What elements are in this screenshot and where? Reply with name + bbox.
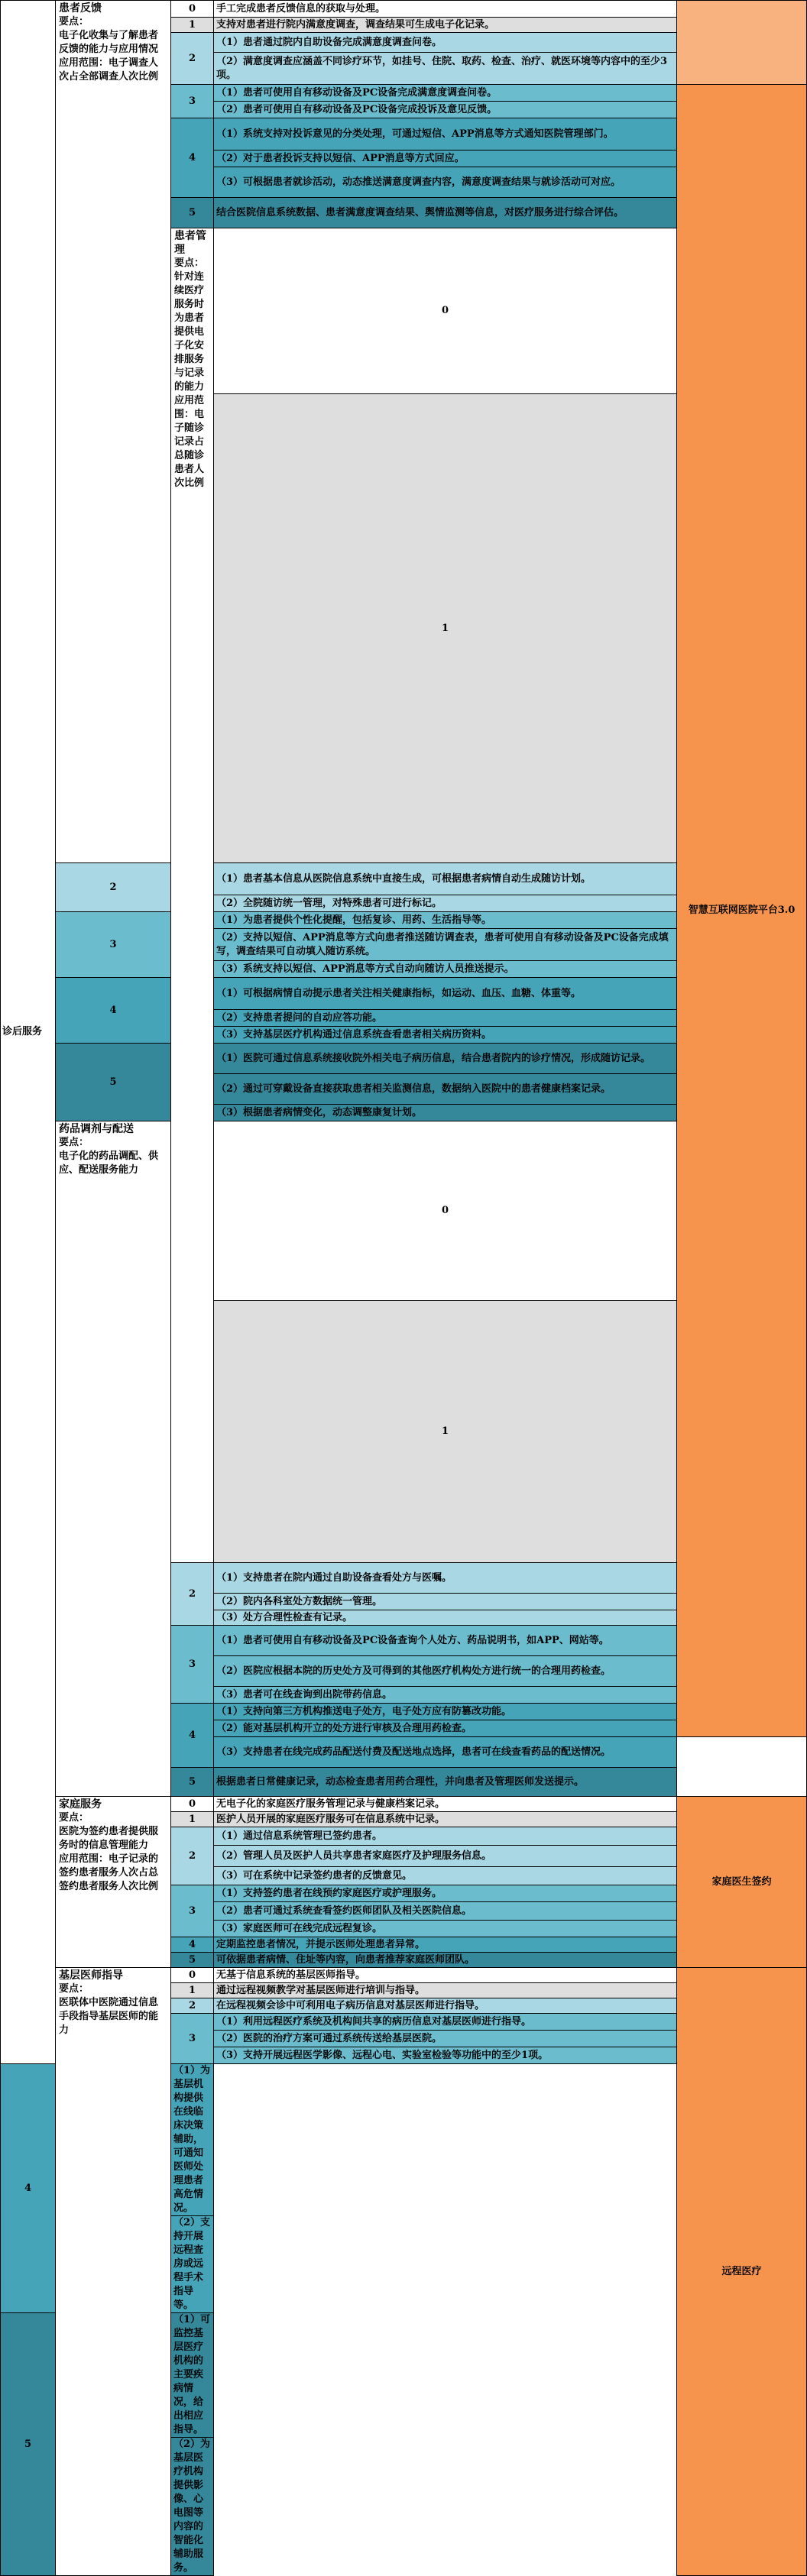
level-number: 1 (214, 1301, 677, 1563)
level-number: 4 (56, 978, 171, 1044)
level-item: 支持对患者进行院内满意度调查，调查结果可生成电子化记录。 (214, 18, 677, 33)
section-title: 患者管理 (174, 230, 206, 256)
level-item: （1）为基层机构提供在线临床决策辅助，可通知医师处理患者高危情况。 (171, 2064, 214, 2216)
level-number: 3 (56, 912, 171, 978)
level-number: 2 (171, 1563, 214, 1626)
level-item: 手工完成患者反馈信息的获取与处理。 (214, 1, 677, 18)
section-desc (56, 1968, 171, 2576)
section-desc-line: 应用范围：电子随诊记录占总随诊患者人次比例 (174, 395, 205, 489)
level-number: 5 (171, 1768, 214, 1797)
section-desc-line: 电子化收集与了解患者反馈的能力与应用情况 (59, 30, 159, 55)
section-desc-line: 要点： (59, 16, 89, 28)
section-desc (171, 228, 214, 1563)
section-desc-line: 应用范围：电子调查人次占全部调查人次比例 (59, 57, 159, 83)
level-item: （1）患者可使用自有移动设备及PC设备查询个人处方、药品说明书，如APP、网站等。 (214, 1626, 677, 1656)
level-number: 3 (171, 1626, 214, 1704)
level-item: （2）满意度调查应涵盖不同诊疗环节，如挂号、住院、取药、检查、治疗、就医环境等内容中的至少3项。 (214, 53, 677, 85)
level-number: 0 (171, 1968, 214, 1983)
level-number: 0 (171, 1797, 214, 1812)
platform-cell: 智慧互联网医院平台3.0 (677, 85, 807, 1737)
level-number: 3 (171, 85, 214, 118)
section-desc-line: 要点： (59, 1137, 89, 1148)
section-title: 患者反馈 (59, 2, 102, 15)
section-title: 家庭服务 (59, 1798, 102, 1811)
level-item: （1）系统支持对投诉意见的分类处理，可通过短信、APP消息等方式通知医院管理部门。 (214, 118, 677, 150)
level-item: （1）患者基本信息从医院信息系统中直接生成，可根据患者病情自动生成随访计划。 (214, 863, 677, 895)
level-number: 1 (171, 18, 214, 33)
level-item: （3）支持患者在线完成药品配送付费及配送地点选择，患者可在线查看药品的配送情况。 (214, 1737, 677, 1768)
section-desc-line: 要点： (59, 1983, 89, 1995)
section-title: 基层医师指导 (59, 1969, 123, 1982)
level-item: 通过远程视频教学对基层医师进行培训与指导。 (214, 1983, 677, 1998)
level-item: （3）可在系统中记录签约患者的反馈意见。 (214, 1867, 677, 1885)
level-item: （2）患者可通过系统查看签约医师团队及相关医院信息。 (214, 1902, 677, 1921)
level-item: （1）为患者提供个性化提醒，包括复诊、用药、生活指导等。 (214, 912, 677, 929)
level-item: （3）患者可在线查询到出院带药信息。 (214, 1687, 677, 1704)
level-item: （2）院内各科室处方数据统一管理。 (214, 1594, 677, 1610)
level-number: 0 (214, 1121, 677, 1301)
level-item: （1）支持签约患者在线预约家庭医疗或护理服务。 (214, 1885, 677, 1902)
level-item: 可依据患者病情、住址等内容，向患者推荐家庭医师团队。 (214, 1953, 677, 1968)
section-desc-line: 医院为签约患者提供服务时的信息管理能力 (59, 1826, 159, 1851)
level-number: 5 (56, 1044, 171, 1121)
level-number: 4 (171, 118, 214, 198)
section-desc (56, 1, 171, 863)
level-number: 4 (1, 2064, 56, 2313)
level-item: （2）患者可使用自有移动设备及PC设备完成投诉及意见反馈。 (214, 102, 677, 118)
level-number: 5 (171, 1953, 214, 1968)
level-item: （2）能对基层机构开立的处方进行审核及合理用药检查。 (214, 1720, 677, 1737)
section-desc-line: 电子化的药品调配、供应、配送服务能力 (59, 1150, 159, 1176)
level-item: （3）系统支持以短信、APP消息等方式自动向随访人员推送提示。 (214, 961, 677, 978)
level-item: （2）通过可穿戴设备直接获取患者相关监测信息，数据纳入医院中的患者健康档案记录。 (214, 1074, 677, 1105)
level-item: （1）患者可使用自有移动设备及PC设备完成满意度调查问卷。 (214, 85, 677, 102)
level-item: （2）支持患者提问的自动应答功能。 (214, 1010, 677, 1027)
category-label: 诊后服务 (2, 1026, 43, 1037)
level-item: （1）可根据病情自动提示患者关注相关健康指标，如运动、血压、血糖、体重等。 (214, 978, 677, 1010)
platform-cell: 远程医疗 (677, 1968, 807, 2576)
level-item: （1）支持向第三方机构推送电子处方，电子处方应有防篡改功能。 (214, 1704, 677, 1720)
section-desc (56, 1797, 171, 1968)
level-number: 4 (171, 1937, 214, 1953)
level-item: （3）家庭医师可在线完成远程复诊。 (214, 1921, 677, 1937)
level-item: 医护人员开展的家庭医疗服务可在信息系统中记录。 (214, 1812, 677, 1827)
level-item: （3）根据患者病情变化，动态调整康复计划。 (214, 1105, 677, 1121)
level-item: （1）医院可通过信息系统接收院外相关电子病历信息，结合患者院内的诊疗情况，形成随访记录。 (214, 1044, 677, 1074)
level-number: 2 (171, 1827, 214, 1885)
section-desc (56, 1121, 171, 1797)
level-number: 1 (214, 394, 677, 863)
platform-cell: 家庭医生签约 (677, 1797, 807, 1968)
section-desc-line: 应用范围：电子记录的签约患者服务人次占总签约患者服务人次比例 (59, 1853, 159, 1892)
level-item: （1）利用远程医疗系统及机构间共享的病历信息对基层医师进行指导。 (214, 2014, 677, 2031)
level-item: （2）支持以短信、APP消息等方式向患者推送随访调查表，患者可使用自有移动设备及PC设备完成填写，调查结果可自动填入随访系统。 (214, 929, 677, 961)
platform-cell-blank (677, 1, 807, 85)
level-item: 结合医院信息系统数据、患者满意度调查结果、舆情监测等信息，对医疗服务进行综合评估。 (214, 198, 677, 228)
level-item: （2）支持开展远程查房或远程手术指导等。 (171, 2216, 214, 2313)
level-number: 4 (171, 1704, 214, 1768)
section-desc-line: 医联体中医院通过信息手段指导基层医师的能力 (59, 1997, 159, 2036)
level-number: 5 (1, 2313, 56, 2576)
level-number: 1 (171, 1812, 214, 1827)
level-item: 根据患者日常健康记录，动态检查患者用药合理性，并向患者及管理医师发送提示。 (214, 1768, 677, 1797)
level-item: （1）通过信息系统管理已签约患者。 (214, 1827, 677, 1846)
section-desc-line: 要点： (174, 257, 205, 269)
level-item: （1）可监控基层医疗机构的主要疾病情况，给出相应指导。 (171, 2313, 214, 2438)
level-number: 0 (171, 1, 214, 18)
level-item: （1）支持患者在院内通过自助设备查看处方与医嘱。 (214, 1563, 677, 1594)
level-item: （3）支持基层医疗机构通过信息系统查看患者相关病历资料。 (214, 1027, 677, 1044)
level-number: 2 (171, 1998, 214, 2014)
level-number: 2 (171, 33, 214, 85)
level-item: （3）支持开展远程医学影像、远程心电、实验室检验等功能中的至少1项。 (214, 2047, 677, 2064)
level-item: （2）全院随访统一管理，对特殊患者可进行标记。 (214, 895, 677, 912)
level-item: 定期监控患者情况，并提示医师处理患者异常。 (214, 1937, 677, 1953)
level-item: 无基于信息系统的基层医师指导。 (214, 1968, 677, 1983)
level-item: （2）对于患者投诉支持以短信、APP消息等方式回应。 (214, 150, 677, 167)
level-number: 3 (171, 1885, 214, 1937)
level-number: 1 (171, 1983, 214, 1998)
level-item: 无电子化的家庭医疗服务管理记录与健康档案记录。 (214, 1797, 677, 1812)
category-cell (1, 1, 56, 2064)
level-number: 0 (214, 228, 677, 394)
level-item: （1）患者通过院内自助设备完成满意度调查问卷。 (214, 33, 677, 53)
level-item: （3）处方合理性检查有记录。 (214, 1610, 677, 1626)
level-number: 5 (171, 198, 214, 228)
section-desc-line: 针对连续医疗服务时为患者提供电子化安排服务与记录的能力 (174, 271, 205, 393)
level-item: （3）可根据患者就诊活动，动态推送满意度调查内容，满意度调查结果与就诊活动可对应。 (214, 167, 677, 198)
level-item: 在远程视频会诊中可利用电子病历信息对基层医师进行指导。 (214, 1998, 677, 2014)
level-item: （2）管理人员及医护人员共享患者家庭医疗及护理服务信息。 (214, 1846, 677, 1867)
level-number: 2 (56, 863, 171, 912)
section-title: 药品调剂与配送 (59, 1123, 134, 1135)
level-item: （2）医院应根据本院的历史处方及可得到的其他医疗机构处方进行统一的合理用药检查。 (214, 1656, 677, 1687)
level-item: （2）医院的治疗方案可通过系统传送给基层医院。 (214, 2031, 677, 2047)
level-number: 3 (171, 2014, 214, 2064)
section-desc-line: 要点： (59, 1812, 89, 1824)
level-item: （2）为基层医疗机构提供影像、心电图等内容的智能化辅助服务。 (171, 2438, 214, 2576)
